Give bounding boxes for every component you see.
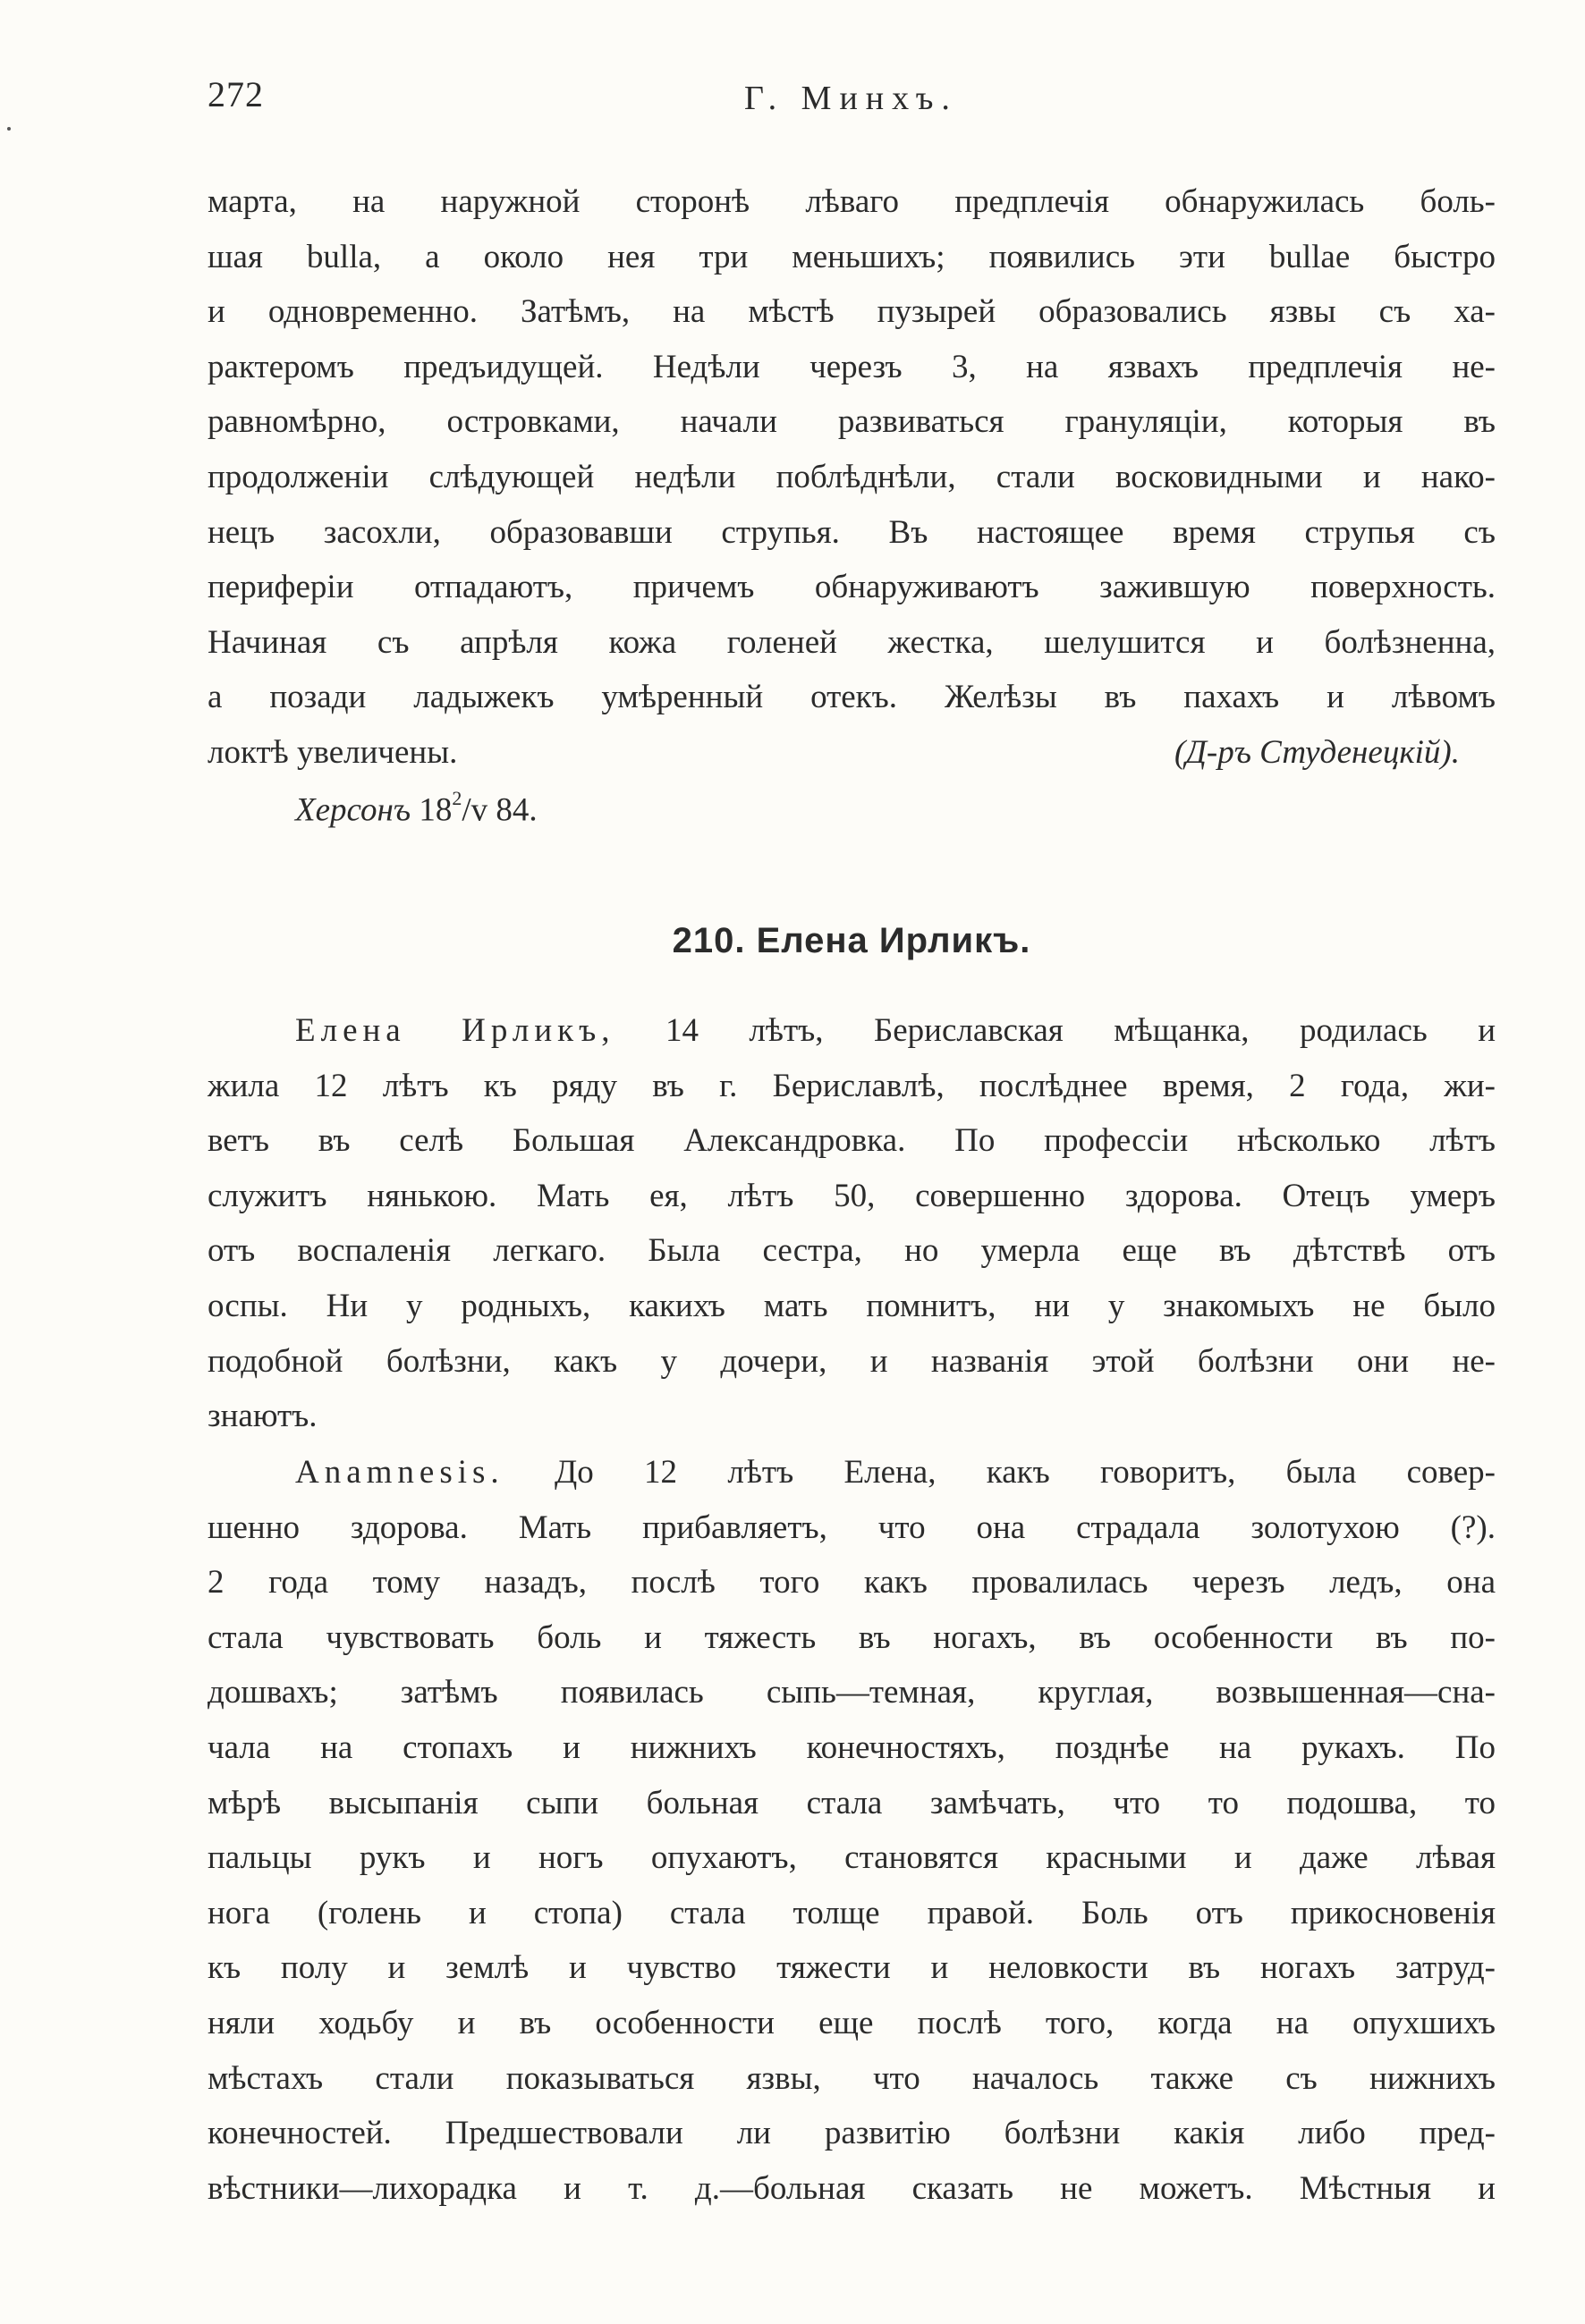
page-number: 272 [208, 74, 264, 114]
text-line: мѣстахъ стали показываться язвы, что началось также съ нижнихъ [208, 2059, 1496, 2097]
running-head: Г. Минхъ. [744, 80, 958, 117]
text-line: конечностей. Предшествовали ли развитію болѣзни какія либо пред- [208, 2115, 1496, 2152]
text-line: марта, на наружной сторонѣ лѣваго предплечія обнаружилась боль- [208, 183, 1496, 220]
closing-text: локтѣ увеличены. [208, 733, 458, 771]
text-line: рактеромъ предъидущей. Недѣли черезъ 3, на язвахъ предплечія не- [208, 348, 1496, 385]
text-line: знаютъ. [208, 1398, 318, 1435]
page-header [208, 73, 1496, 136]
text-line: мѣрѣ высыпанія сыпи больная стала замѣчать, что то подошва, то [208, 1784, 1496, 1821]
text-fragment: До 12 лѣтъ Елена, какъ говоритъ, была совер- [504, 1454, 1496, 1491]
text-line: и одновременно. Затѣмъ, на мѣстѣ пузырей образовались язвы съ ха- [208, 293, 1496, 331]
text-line [208, 1003, 1496, 1059]
anamnesis-paragraph [208, 1445, 1496, 2216]
text-line: няли ходьбу и въ особенности еще послѣ того, когда на опухшихъ [208, 2004, 1496, 2041]
text-line [208, 1445, 1496, 1500]
text-line: а позади ладыжекъ умѣренный отекъ. Желѣзы въ пахахъ и лѣвомъ [208, 679, 1496, 716]
section-title: 210. Елена Ирликъ. [672, 921, 1031, 960]
continuation-paragraph [208, 174, 1496, 781]
text-line: отъ воспаленія легкаго. Была сестра, но умерла еще въ дѣтствѣ отъ [208, 1232, 1496, 1270]
text-line: шенно здорова. Мать прибавляетъ, что она страдала золотухою (?). [208, 1508, 1496, 1546]
margin-mark [7, 127, 11, 131]
text-line: жила 12 лѣтъ къ ряду въ г. Бериславлѣ, послѣднее время, 2 года, жи- [208, 1067, 1496, 1104]
text-line: вѣстники—лихорадка и т. д.—больная сказать не можетъ. Мѣстныя и [208, 2169, 1496, 2207]
text-line: стала чувствовать боль и тяжесть въ ногахъ, въ особенности въ по- [208, 1618, 1496, 1656]
place-name: Херсонъ [295, 791, 411, 829]
text-line: нецъ засохли, образовавши струпья. Въ настоящее время струпья съ [208, 513, 1496, 551]
text-line: пальцы рукъ и ногъ опухаютъ, становятся красными и даже лѣвая [208, 1839, 1496, 1877]
text-line: нога (голень и стопа) стала толще правой. Боль отъ прикосновенія [208, 1894, 1496, 1931]
text-line: продолженіи слѣдующей недѣли поблѣднѣли, стали восковидными и нако- [208, 458, 1496, 495]
text-fragment: 14 лѣтъ, Бериславская мѣщанка, родилась и [615, 1012, 1496, 1049]
anamnesis-heading: Anamnesis. [295, 1454, 504, 1491]
patient-name: Елена Ирликъ, [295, 1012, 615, 1049]
place-date [295, 774, 538, 838]
text-line: дошвахъ; затѣмъ появилась сыпь—темная, круглая, возвышенная—сна- [208, 1674, 1496, 1711]
text-line: ветъ въ селѣ Большая Александровка. По профессіи нѣсколько лѣтъ [208, 1122, 1496, 1160]
text-line: шая bulla, а около нея три меньшихъ; появились эти bullae быстро [208, 238, 1496, 275]
text-line: чала на стопахъ и нижнихъ конечностяхъ, позднѣе на рукахъ. По [208, 1728, 1496, 1766]
text-line: служитъ нянькою. Мать ея, лѣтъ 50, совершенно здорова. Отецъ умеръ [208, 1177, 1496, 1214]
date-month-superscript: 2 [452, 787, 462, 809]
text-line: равномѣрно, островками, начали развиваться грануляціи, которыя въ [208, 403, 1496, 441]
text-line: Начиная съ апрѣля кожа голеней жестка, шелушится и болѣзненна, [208, 623, 1496, 661]
date-day: 18 [419, 791, 453, 829]
author-signature: (Д-ръ Студенецкій). [1174, 733, 1460, 771]
text-line: периферіи отпадаютъ, причемъ обнаруживаютъ зажившую поверхность. [208, 569, 1496, 606]
closing-line [208, 725, 1496, 781]
date-rest: /v 84. [462, 791, 538, 829]
intro-paragraph [208, 1003, 1496, 1444]
text-line: оспы. Ни у родныхъ, какихъ мать помнитъ, ни у знакомыхъ не было [208, 1287, 1496, 1324]
text-line: подобной болѣзни, какъ у дочери, и названія этой болѣзни они не- [208, 1342, 1496, 1380]
text-line: 2 года тому назадъ, послѣ того какъ провалилась черезъ ледъ, она [208, 1564, 1496, 1601]
text-line: къ полу и землѣ и чувство тяжести и неловкости въ ногахъ затруд- [208, 1949, 1496, 1987]
